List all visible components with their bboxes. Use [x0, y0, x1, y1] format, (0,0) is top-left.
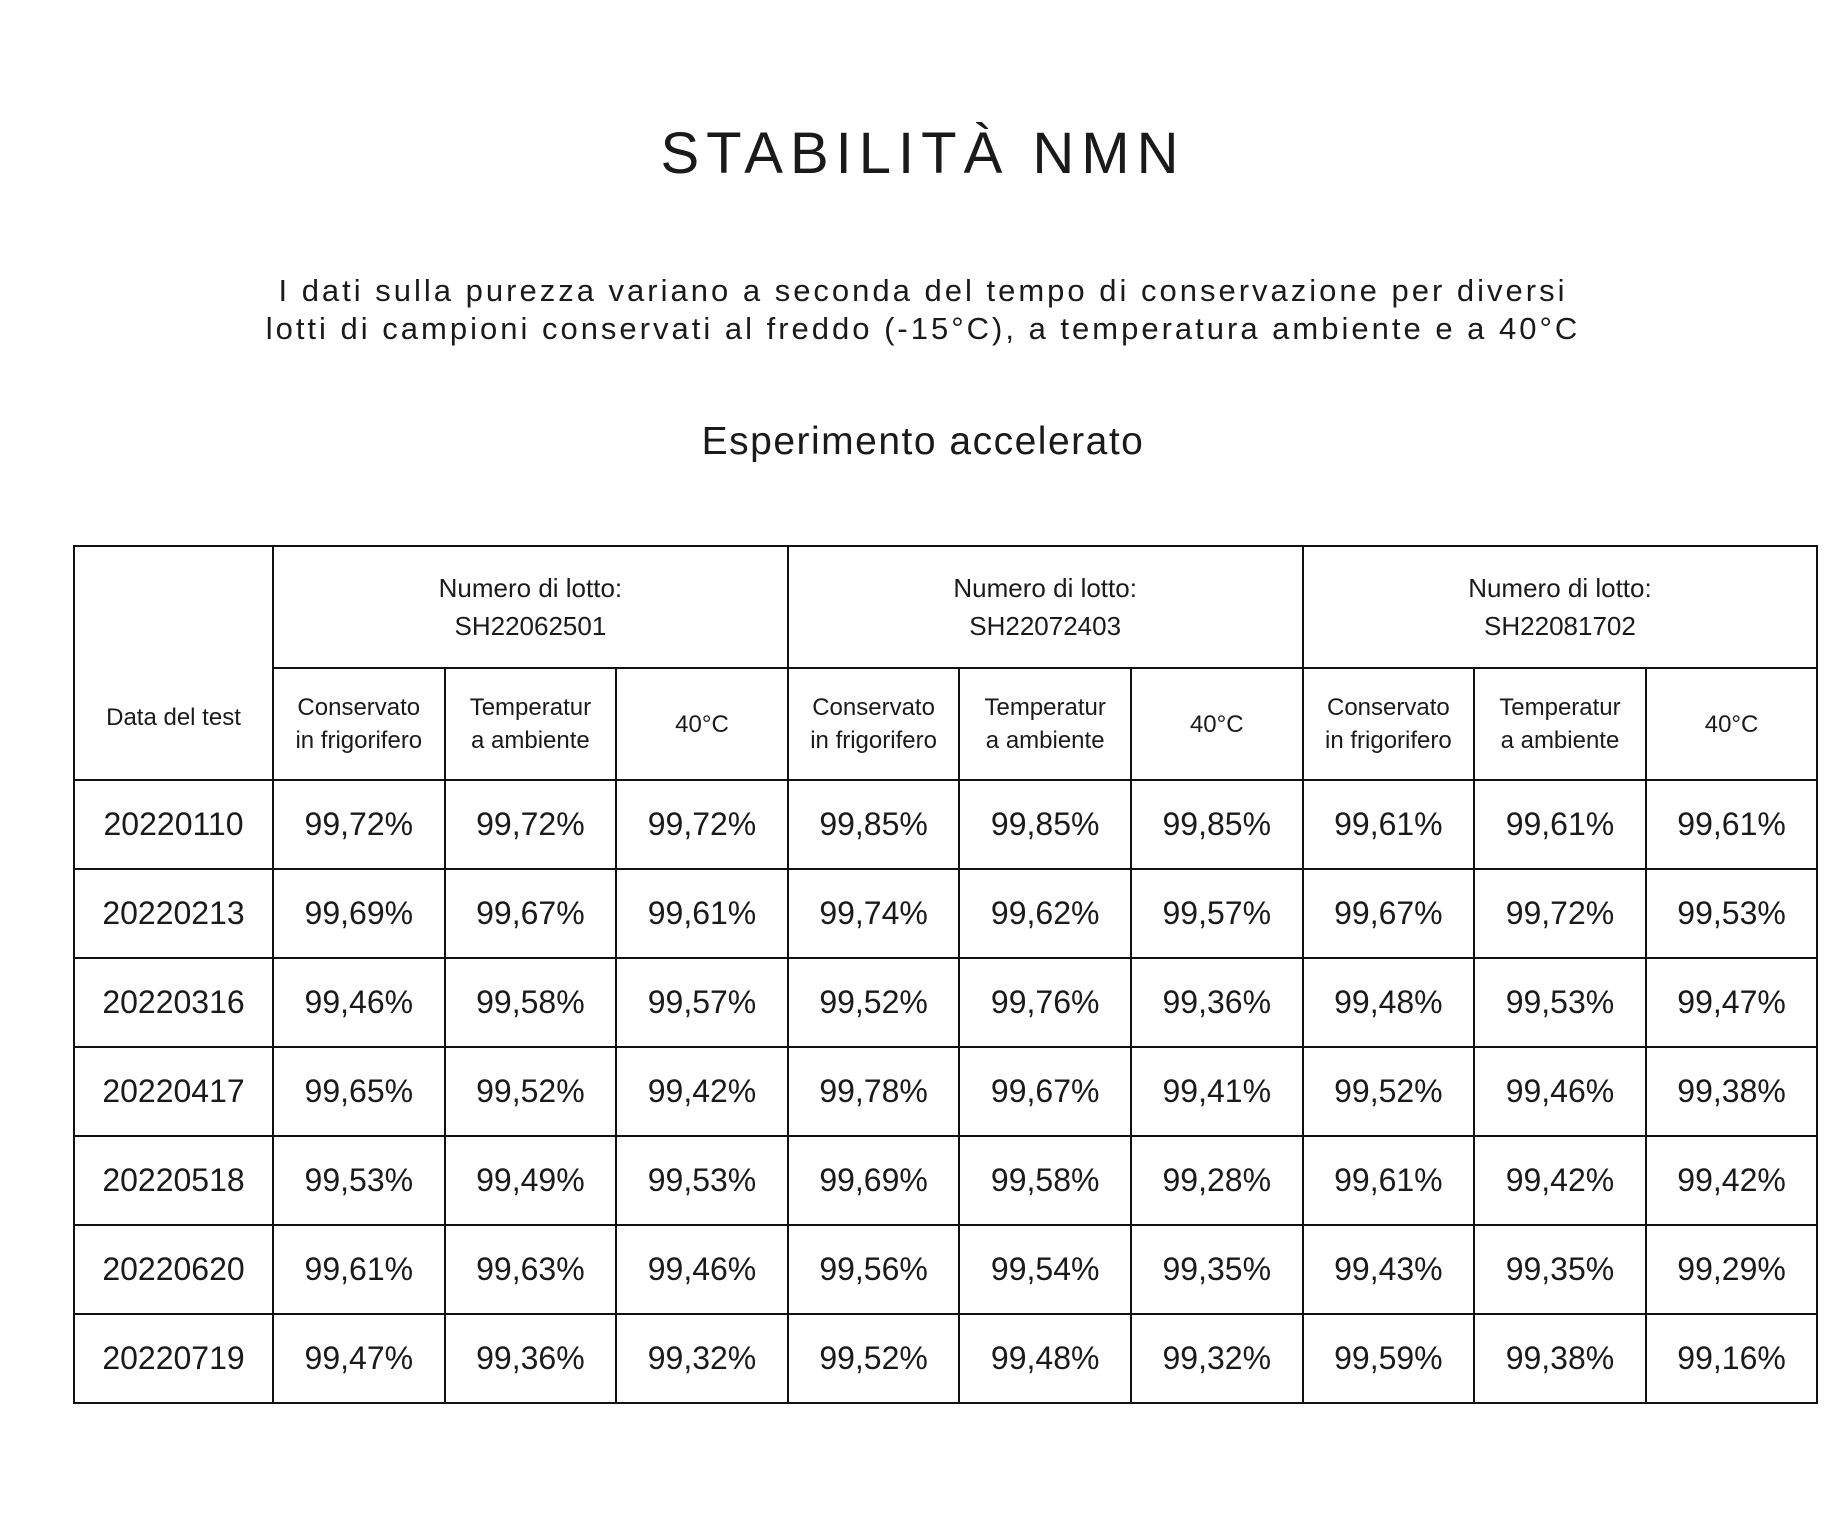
- purity-cell: 99,52%: [788, 1314, 960, 1403]
- purity-cell: 99,42%: [1474, 1136, 1646, 1225]
- purity-cell: 99,46%: [1474, 1047, 1646, 1136]
- purity-cell: 99,53%: [273, 1136, 445, 1225]
- purity-cell: 99,74%: [788, 869, 960, 958]
- condition-line-1: Temperatur: [469, 694, 592, 721]
- description-line-2: lotti di campioni conservati al freddo (-15°C), a temperatura ambiente e a 40°C: [265, 311, 1581, 346]
- purity-cell: 99,53%: [1646, 869, 1818, 958]
- table-row: [74, 1225, 1817, 1314]
- condition-header-40c: [616, 668, 788, 780]
- table-row: [74, 1047, 1817, 1136]
- purity-cell: 99,85%: [959, 780, 1131, 869]
- purity-cell: 99,76%: [959, 958, 1131, 1047]
- table-row: [74, 1136, 1817, 1225]
- stability-table: [73, 545, 1818, 1404]
- purity-cell: 99,61%: [616, 869, 788, 958]
- purity-cell: 99,78%: [788, 1047, 960, 1136]
- table-row: [74, 958, 1817, 1047]
- purity-cell: 99,57%: [1131, 869, 1303, 958]
- condition-header-40c: [1646, 668, 1818, 780]
- table-row: [74, 1314, 1817, 1403]
- lot-code: SH22072403: [969, 611, 1122, 641]
- purity-cell: 99,41%: [1131, 1047, 1303, 1136]
- purity-cell: 99,72%: [273, 780, 445, 869]
- description-line-1: I dati sulla purezza variano a seconda del tempo di conservazione per diversi: [278, 273, 1568, 308]
- condition-line-1: 40°C: [1189, 710, 1244, 738]
- condition-line-1: Conservato: [297, 694, 421, 721]
- purity-cell: 99,54%: [959, 1225, 1131, 1314]
- purity-cell: 99,28%: [1131, 1136, 1303, 1225]
- lot-label: Numero di lotto:: [953, 573, 1137, 603]
- lot-header-3: [1303, 546, 1818, 668]
- purity-cell: 99,46%: [616, 1225, 788, 1314]
- condition-line-1: 40°C: [1704, 710, 1759, 738]
- condition-line-1: Temperatur: [984, 694, 1106, 721]
- purity-cell: 99,61%: [273, 1225, 445, 1314]
- purity-cell: 99,49%: [445, 1136, 617, 1225]
- purity-cell: 99,35%: [1131, 1225, 1303, 1314]
- lot-header-2: [788, 546, 1303, 668]
- purity-cell: 99,52%: [445, 1047, 617, 1136]
- purity-cell: 99,48%: [959, 1314, 1131, 1403]
- purity-cell: 99,69%: [273, 869, 445, 958]
- purity-cell: 99,72%: [616, 780, 788, 869]
- purity-cell: 99,72%: [1474, 869, 1646, 958]
- purity-cell: 99,67%: [445, 869, 617, 958]
- condition-header-refrigerated: [273, 668, 445, 780]
- condition-line-2: a ambiente: [471, 727, 590, 754]
- purity-cell: 99,57%: [616, 958, 788, 1047]
- condition-header-ambient: [445, 668, 617, 780]
- purity-cell: 99,67%: [1303, 869, 1475, 958]
- date-cell: 20220213: [74, 869, 273, 958]
- lot-label: Numero di lotto:: [438, 573, 623, 603]
- lot-code: SH22062501: [454, 611, 607, 641]
- purity-cell: 99,46%: [273, 958, 445, 1047]
- date-cell: 20220719: [74, 1314, 273, 1403]
- condition-line-1: Conservato: [812, 694, 935, 721]
- purity-cell: 99,32%: [1131, 1314, 1303, 1403]
- purity-cell: 99,47%: [273, 1314, 445, 1403]
- condition-header-ambient: [1474, 668, 1646, 780]
- purity-cell: 99,36%: [445, 1314, 617, 1403]
- purity-cell: 99,48%: [1303, 958, 1475, 1047]
- purity-cell: 99,58%: [959, 1136, 1131, 1225]
- purity-cell: 99,62%: [959, 869, 1131, 958]
- purity-cell: 99,85%: [1131, 780, 1303, 869]
- purity-cell: 99,58%: [445, 958, 617, 1047]
- purity-cell: 99,35%: [1474, 1225, 1646, 1314]
- purity-cell: 99,63%: [445, 1225, 617, 1314]
- condition-line-2: in frigorifero: [295, 727, 423, 754]
- purity-cell: 99,53%: [616, 1136, 788, 1225]
- date-cell: 20220110: [74, 780, 273, 869]
- purity-cell: 99,36%: [1131, 958, 1303, 1047]
- condition-header-ambient: [959, 668, 1131, 780]
- date-column-header: Data del test: [74, 546, 273, 780]
- purity-cell: 99,61%: [1474, 780, 1646, 869]
- table-row: [74, 780, 1817, 869]
- condition-line-1: 40°C: [675, 710, 729, 738]
- purity-cell: 99,67%: [959, 1047, 1131, 1136]
- purity-cell: 99,59%: [1303, 1314, 1475, 1403]
- condition-line-1: Conservato: [1326, 694, 1450, 721]
- condition-line-1: Temperatur: [1499, 694, 1621, 721]
- date-cell: 20220518: [74, 1136, 273, 1225]
- condition-header-refrigerated: [788, 668, 960, 780]
- condition-line-2: in frigorifero: [810, 727, 937, 754]
- purity-cell: 99,38%: [1474, 1314, 1646, 1403]
- condition-line-2: in frigorifero: [1325, 727, 1452, 754]
- purity-cell: 99,52%: [788, 958, 960, 1047]
- purity-cell: 99,32%: [616, 1314, 788, 1403]
- date-cell: 20220316: [74, 958, 273, 1047]
- condition-header-refrigerated: [1303, 668, 1475, 780]
- lot-label: Numero di lotto:: [1468, 573, 1652, 603]
- table-body: [74, 780, 1817, 1403]
- purity-cell: 99,16%: [1646, 1314, 1818, 1403]
- purity-cell: 99,47%: [1646, 958, 1818, 1047]
- condition-line-2: a ambiente: [1500, 727, 1620, 754]
- purity-cell: 99,69%: [788, 1136, 960, 1225]
- purity-cell: 99,85%: [788, 780, 960, 869]
- table-row: [74, 869, 1817, 958]
- page-title: STABILITÀ NMN: [660, 121, 1186, 186]
- lot-code: SH22081702: [1484, 611, 1636, 641]
- purity-cell: 99,72%: [445, 780, 617, 869]
- purity-cell: 99,61%: [1646, 780, 1818, 869]
- condition-header-40c: [1131, 668, 1303, 780]
- purity-cell: 99,42%: [616, 1047, 788, 1136]
- purity-cell: 99,38%: [1646, 1047, 1818, 1136]
- lot-header-1: [273, 546, 788, 668]
- section-title: Esperimento accelerato: [701, 420, 1145, 463]
- purity-cell: 99,65%: [273, 1047, 445, 1136]
- purity-cell: 99,29%: [1646, 1225, 1818, 1314]
- purity-cell: 99,53%: [1474, 958, 1646, 1047]
- date-cell: 20220417: [74, 1047, 273, 1136]
- purity-cell: 99,43%: [1303, 1225, 1475, 1314]
- purity-cell: 99,52%: [1303, 1047, 1475, 1136]
- condition-line-2: a ambiente: [985, 727, 1105, 754]
- purity-cell: 99,42%: [1646, 1136, 1818, 1225]
- purity-cell: 99,61%: [1303, 780, 1475, 869]
- date-cell: 20220620: [74, 1225, 273, 1314]
- description: [0, 272, 1846, 348]
- purity-cell: 99,61%: [1303, 1136, 1475, 1225]
- purity-cell: 99,56%: [788, 1225, 960, 1314]
